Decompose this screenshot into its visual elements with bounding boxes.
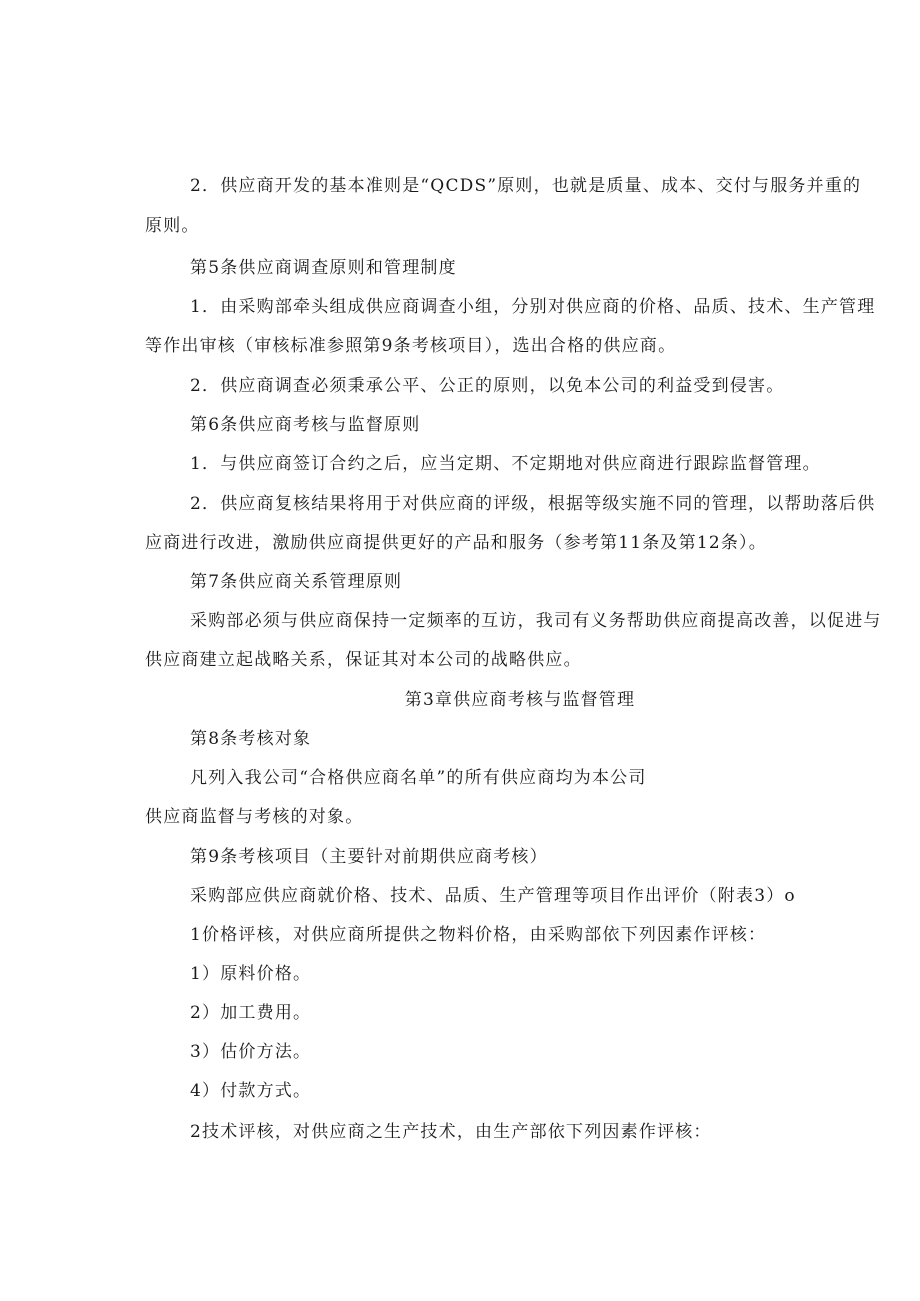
article-7-heading: 第7条供应商关系管理原则 bbox=[190, 572, 403, 592]
article-5-heading: 第5条供应商调查原则和管理制度 bbox=[190, 258, 457, 278]
paragraph-price-review: 1价格评核，对供应商所提供之物料价格，由采购部依下列因素作评核： bbox=[190, 925, 767, 945]
paragraph-technology-review: 2技术评核，对供应商之生产技术，由生产部依下列因素作评核： bbox=[190, 1122, 712, 1142]
list-item-raw-material-price: 1）原料价格。 bbox=[190, 964, 312, 984]
paragraph-relationship: 采购部必须与供应商保持一定频率的互访，我司有义务帮助供应商提高改善，以促进与 bbox=[190, 611, 882, 631]
paragraph-qcds-principle: 2．供应商开发的基本准则是“QCDS”原则，也就是质量、成本、交付与服务并重的 bbox=[190, 176, 862, 196]
paragraph-relationship-cont: 供应商建立起战略关系，保证其对本公司的战略供应。 bbox=[145, 650, 582, 670]
paragraph-assessment-target: 凡列入我公司“合格供应商名单”的所有供应商均为本公司 bbox=[190, 768, 647, 788]
list-item-pricing-method: 3）估价方法。 bbox=[190, 1042, 312, 1062]
paragraph-assessment-target-cont: 供应商监督与考核的对象。 bbox=[145, 807, 364, 827]
paragraph-review-rating-cont: 应商进行改进，激励供应商提供更好的产品和服务（参考第11条及第12条）。 bbox=[145, 533, 767, 553]
paragraph-evaluation-items: 采购部应供应商就价格、技术、品质、生产管理等项目作出评价（附表3）o bbox=[190, 886, 796, 906]
paragraph-qcds-principle-cont: 原则。 bbox=[145, 216, 200, 236]
paragraph-survey-fairness: 2．供应商调查必须秉承公平、公正的原则，以免本公司的利益受到侵害。 bbox=[190, 376, 785, 396]
chapter-3-heading: 第3章供应商考核与监督管理 bbox=[404, 690, 636, 710]
paragraph-survey-team-cont: 等作出审核（审核标准参照第9条考核项目），选出合格的供应商。 bbox=[145, 336, 677, 356]
article-9-heading: 第9条考核项目（主要针对前期供应商考核） bbox=[190, 847, 548, 867]
paragraph-survey-team: 1．由采购部牵头组成供应商调查小组，分别对供应商的价格、品质、技术、生产管理 bbox=[190, 297, 876, 317]
paragraph-review-rating: 2．供应商复核结果将用于对供应商的评级，根据等级实施不同的管理，以帮助落后供 bbox=[190, 494, 876, 514]
article-6-heading: 第6条供应商考核与监督原则 bbox=[190, 415, 421, 435]
list-item-processing-cost: 2）加工费用。 bbox=[190, 1003, 312, 1023]
article-8-heading: 第8条考核对象 bbox=[190, 729, 312, 749]
list-item-payment-method: 4）付款方式。 bbox=[190, 1081, 312, 1101]
paragraph-contract-supervision: 1．与供应商签订合约之后，应当定期、不定期地对供应商进行跟踪监督管理。 bbox=[190, 454, 821, 474]
